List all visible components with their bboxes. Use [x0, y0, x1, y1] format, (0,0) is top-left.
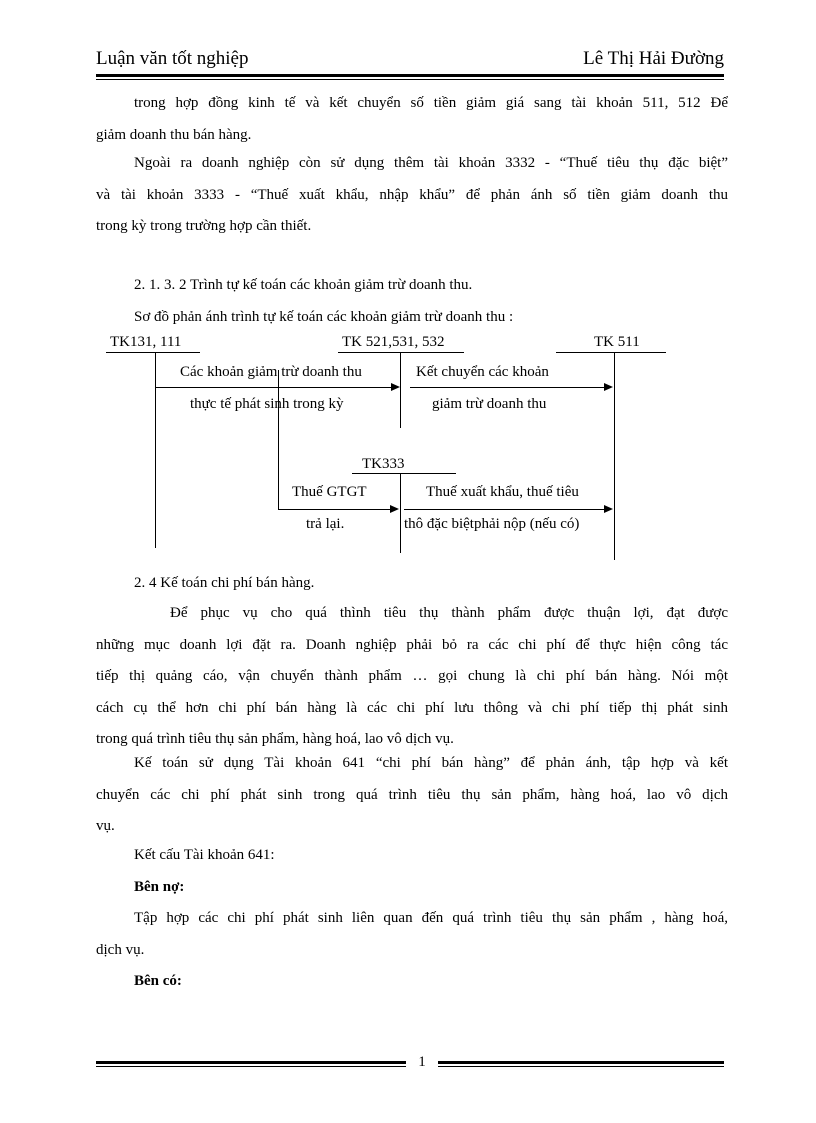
text-line: trong quá trình tiêu thụ sản phẩm, hàng hoá, lao vô dịch vụ.: [96, 731, 454, 747]
header-thesis-title: Luận văn tốt nghiệp: [96, 48, 249, 69]
t-account-diagram: [0, 330, 816, 570]
text-line: Tập hợp các chi phí phát sinh liên quan đến quá trình tiêu thụ sản phẩm , hàng hoá,: [134, 910, 728, 926]
account-line-tk521: [400, 352, 401, 428]
text-line: Ngoài ra doanh nghiệp còn sử dụng thêm tài khoản 3332 - “Thuế tiêu thụ đặc biệt”: [134, 155, 728, 171]
account-rule: [106, 352, 200, 353]
section-heading-24: [96, 568, 728, 600]
account-label-tk131: TK131, 111: [110, 334, 182, 350]
flow-label: trả lại.: [306, 516, 345, 532]
credit-label: [96, 966, 728, 998]
page-header: [96, 48, 724, 76]
section-heading-2132: [96, 270, 728, 333]
flow-arrow-line: [155, 387, 391, 388]
paragraph-account-641: [96, 748, 728, 843]
section-title: 2. 4 Kế toán chi phí bán hàng.: [134, 575, 315, 591]
text-line: vụ.: [96, 818, 115, 834]
arrow-right-icon: [391, 383, 400, 391]
flow-label: thô đặc biệtphải nộp (nếu có): [404, 516, 580, 532]
flow-label: Kết chuyển các khoản: [416, 364, 549, 380]
text-line: trong kỳ trong trường hợp cần thiết.: [96, 218, 312, 234]
text-line: giảm doanh thu bán hàng.: [96, 126, 252, 143]
structure-title: Kết cấu Tài khoản 641:: [134, 847, 275, 863]
flow-arrow-line: [404, 509, 604, 510]
diagram-caption: Sơ đồ phản ánh trình tự kế toán các khoản giảm trừ doanh thu :: [134, 308, 514, 325]
flow-label: Các khoản giảm trừ doanh thu: [180, 364, 362, 380]
flow-label: giảm trừ doanh thu: [432, 396, 547, 412]
footer-rule-thin: [96, 1066, 406, 1067]
account-rule: [556, 352, 666, 353]
connector-line: [278, 370, 279, 510]
text-line: dịch vụ.: [96, 941, 145, 958]
flow-label: Thuế xuất khẩu, thuế tiêu: [426, 484, 579, 500]
debit-label-text: Bên nợ:: [134, 878, 185, 895]
text-line: những mục doanh lợi đặt ra. Doanh nghiệp phải bỏ ra các chi phí để thực hiện công tác: [96, 636, 728, 653]
text-line: chuyển các chi phí phát sinh trong quá trình tiêu thụ sản phẩm, hàng hoá, lao vô dịch: [96, 786, 728, 803]
footer-rule-thin: [438, 1066, 724, 1067]
account-label-tk511: TK 511: [594, 334, 640, 350]
page-number: 1: [418, 1054, 426, 1070]
account-rule: [352, 473, 456, 474]
arrow-right-icon: [604, 383, 613, 391]
arrow-right-icon: [390, 505, 399, 513]
header-rule-thin: [96, 79, 724, 80]
account-structure: [96, 840, 728, 998]
footer-rule: [96, 1061, 406, 1064]
flow-label: thực tế phát sinh trong kỳ: [190, 396, 344, 412]
header-author-name: Lê Thị Hải Đường: [583, 48, 724, 69]
text-line: Để phục vụ cho quá thình tiêu thụ thành phẩm được thuận lợi, đạt được: [170, 605, 728, 621]
arrow-right-icon: [604, 505, 613, 513]
paragraph-revenue-reduction: [96, 88, 728, 151]
account-label-tk333: TK333: [362, 456, 405, 472]
paragraph-other-accounts: [96, 148, 728, 243]
account-line-tk511: [614, 352, 615, 560]
flow-arrow-line: [410, 387, 604, 388]
text-line: cách cụ thể hơn chi phí bán hàng là các chi phí lưu thông và chi phí tiếp thị phát sinh: [96, 699, 728, 716]
account-rule: [338, 352, 464, 353]
account-line-tk333: [400, 473, 401, 553]
footer-rule: [438, 1061, 724, 1064]
credit-label-text: Bên có:: [134, 973, 182, 989]
flow-label: Thuế GTGT: [292, 484, 367, 500]
debit-label: [96, 872, 728, 904]
header-rule: [96, 74, 724, 77]
text-line: tiếp thị quảng cáo, vận chuyển thành phẩm … gọi chung là chi phí bán hàng. Nói một: [96, 668, 728, 684]
paragraph-selling-expenses: [96, 598, 728, 756]
text-line: trong hợp đồng kinh tế và kết chuyển số tiền giảm giá sang tài khoản 511, 512 Để: [134, 95, 728, 111]
section-title: 2. 1. 3. 2 Trình tự kế toán các khoản giảm trừ doanh thu.: [134, 277, 473, 293]
text-line: và tài khoản 3333 - “Thuế xuất khẩu, nhập khẩu” để phản ánh số tiền giảm doanh thu: [96, 186, 728, 203]
account-line-tk131: [155, 352, 156, 548]
account-label-tk521: TK 521,531, 532: [342, 334, 445, 350]
text-line: Kế toán sử dụng Tài khoản 641 “chi phí bán hàng” để phản ánh, tập hợp và kết: [134, 755, 728, 771]
flow-arrow-line: [278, 509, 390, 510]
